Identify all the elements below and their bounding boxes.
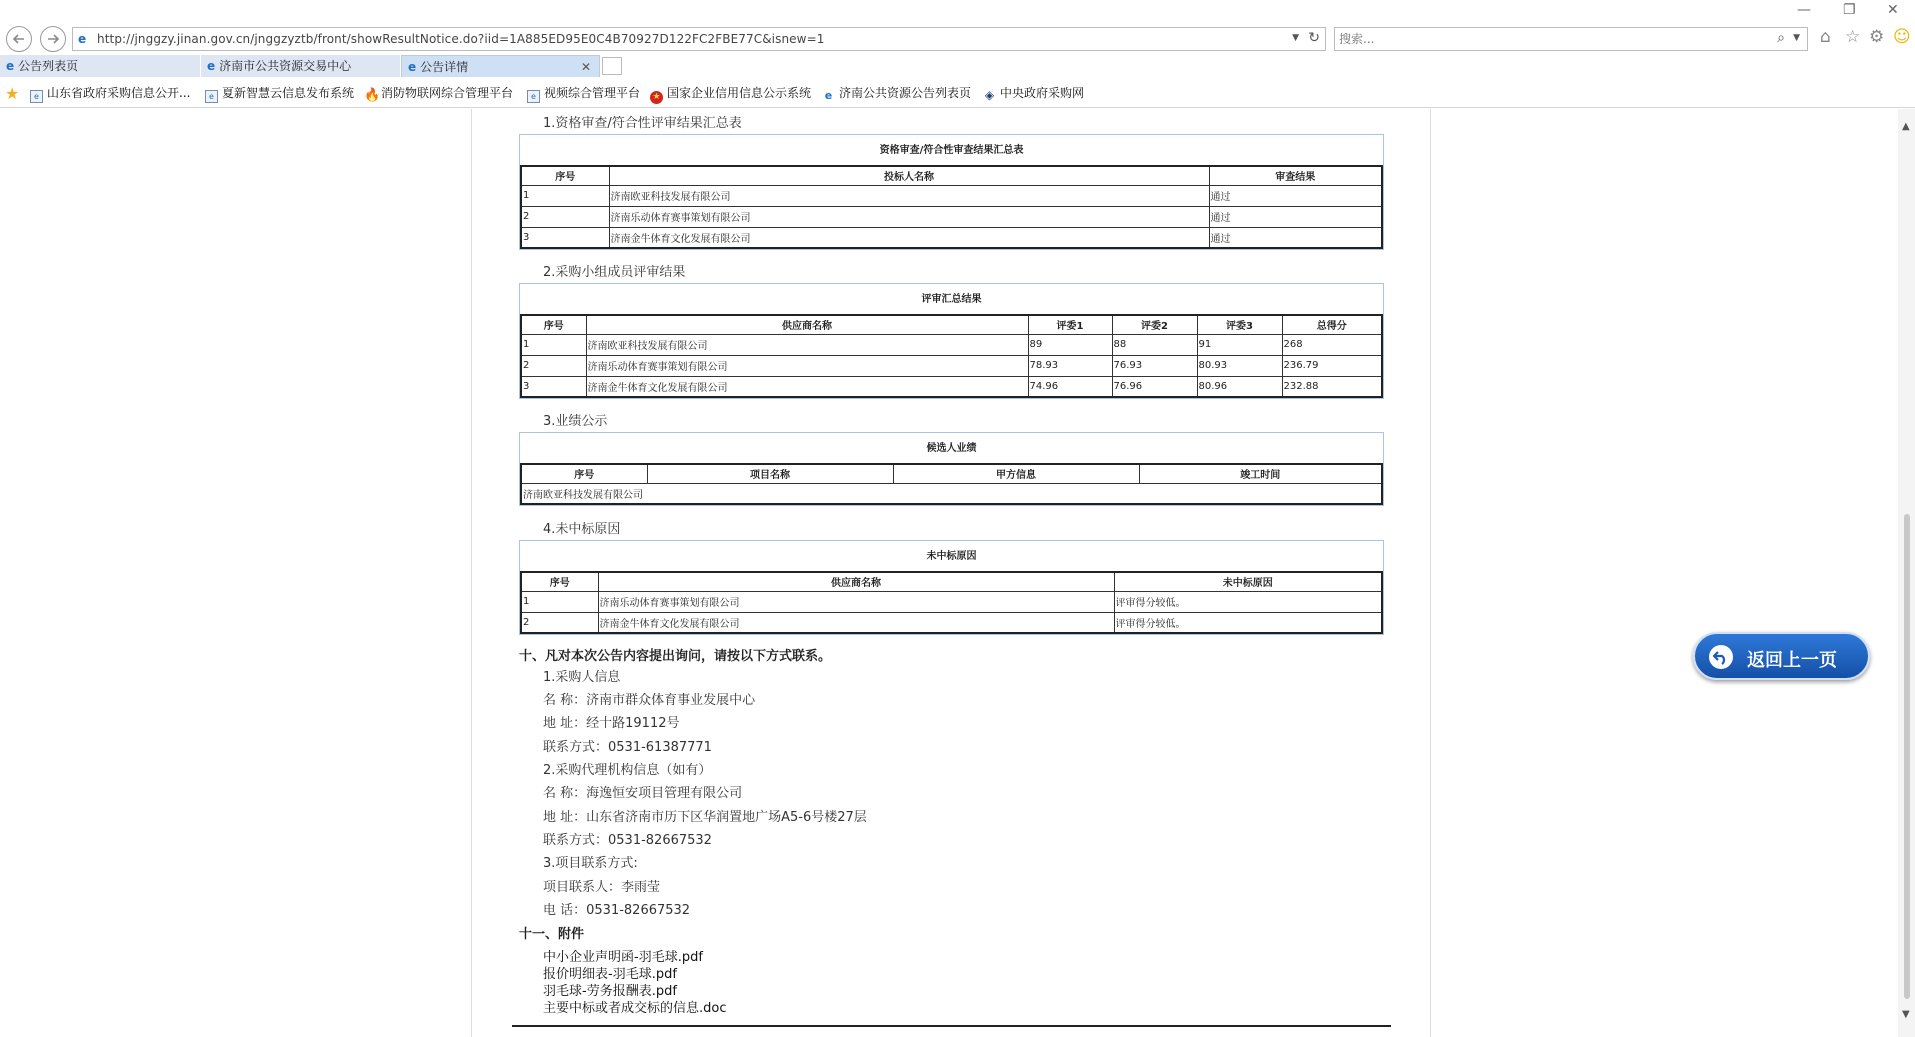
col-header: 供应商名称 (598, 572, 1114, 591)
tab-label: 济南市公共资源交易中心 (219, 59, 352, 73)
col-header: 总得分 (1282, 315, 1382, 334)
cell: 济南金牛体育文化发展有限公司 (598, 612, 1114, 633)
tab-jinan-trading-center[interactable] (201, 55, 400, 77)
ie-icon: e (824, 89, 833, 102)
undo-arrow-icon (1709, 645, 1733, 669)
cell: 232.88 (1282, 376, 1382, 397)
qualification-table (519, 134, 1384, 250)
content-border-left (471, 109, 472, 1037)
performance-table (519, 432, 1384, 506)
scroll-up-icon[interactable]: ▲ (1902, 121, 1910, 132)
col-header: 审查结果 (1209, 166, 1382, 185)
contact-line: 地 址：经十路19112号 (543, 716, 680, 731)
back-to-previous-button[interactable] (1693, 632, 1870, 680)
contact-line: 地 址：山东省济南市历下区华润置地广场A5-6号楼27层 (543, 810, 867, 825)
cell: 1 (521, 185, 609, 206)
table-row (521, 591, 1382, 612)
contact-line: 联系方式：0531-61387771 (543, 740, 712, 755)
contact-line: 名 称：海逸恒安项目管理有限公司 (543, 786, 743, 801)
col-header: 投标人名称 (609, 166, 1209, 185)
address-url[interactable]: http://jnggzy.jinan.gov.cn/jnggzyztb/front/showResultNotice.do?iid=1A885ED95E0C4B70927D122FC2FBE77C&isnew=1 (97, 32, 825, 46)
forward-nav-button[interactable] (40, 26, 66, 52)
ie-tab-icon: e (207, 59, 216, 73)
tab-label: 公告列表页 (18, 59, 79, 73)
fire-icon: 🔥 (364, 88, 381, 103)
contact-line: 1.采购人信息 (543, 670, 621, 685)
cell: 80.93 (1197, 355, 1282, 376)
back-nav-button[interactable] (6, 26, 32, 52)
contact-line: 项目联系人：李雨莹 (543, 880, 661, 895)
minimize-icon[interactable]: — (1797, 2, 1811, 18)
table-row (521, 334, 1382, 355)
table-header-row (521, 572, 1382, 591)
chevron-down-icon[interactable]: ▼ (1292, 33, 1299, 43)
fav-video-platform[interactable] (527, 82, 640, 104)
address-bar[interactable] (72, 27, 1326, 51)
table-row (521, 483, 1382, 504)
tab-notice-list[interactable] (0, 55, 200, 77)
table-row (521, 376, 1382, 397)
page-viewport (0, 109, 1898, 1037)
contact-line: 3.项目联系方式: (543, 856, 638, 871)
table-caption: 候选人业绩 (926, 443, 977, 454)
col-header: 未中标原因 (1114, 572, 1382, 591)
cell: 1 (521, 334, 586, 355)
table-row (521, 206, 1382, 227)
fav-label: 视频综合管理平台 (544, 86, 641, 100)
address-row (0, 24, 1915, 54)
cell: 通过 (1209, 227, 1382, 248)
evaluation-table (519, 283, 1384, 399)
fav-xiaxin-cloud[interactable] (205, 82, 354, 104)
attachment-link[interactable]: 中小企业声明函-羽毛球.pdf (543, 950, 703, 965)
cell: 3 (521, 376, 586, 397)
cell: 济南金牛体育文化发展有限公司 (586, 376, 1028, 397)
cell: 268 (1282, 334, 1382, 355)
cell: 济南欧亚科技发展有限公司 (609, 185, 1209, 206)
ie-page-icon: e (78, 32, 87, 46)
col-header: 评委2 (1112, 315, 1197, 334)
fav-label: 夏新智慧云信息发布系统 (222, 86, 355, 100)
vertical-scrollbar[interactable] (1898, 109, 1915, 1037)
section-11-title: 十一、附件 (519, 927, 585, 942)
qualification-grid (520, 165, 1383, 249)
contact-line: 名 称：济南市群众体育事业发展中心 (543, 693, 756, 708)
fav-fire-iot[interactable] (364, 82, 513, 104)
fav-shandong-procurement[interactable] (30, 82, 190, 104)
cell: 评审得分较低。 (1114, 591, 1382, 612)
table-row (521, 185, 1382, 206)
col-header: 评委3 (1197, 315, 1282, 334)
emblem-icon: ★ (650, 91, 663, 104)
table-caption: 资格审查/符合性审查结果汇总表 (879, 145, 1024, 156)
cell: 评审得分较低。 (1114, 612, 1382, 633)
table-header-row (521, 464, 1382, 483)
search-dropdown-icon[interactable]: ▼ (1793, 33, 1800, 43)
cell: 济南金牛体育文化发展有限公司 (609, 227, 1209, 248)
col-header: 序号 (521, 572, 598, 591)
cell: 80.96 (1197, 376, 1282, 397)
cell: 济南乐动体育赛事策划有限公司 (598, 591, 1114, 612)
section-2-title: 2.采购小组成员评审结果 (543, 265, 686, 280)
browser-chrome (0, 0, 1915, 108)
performance-grid (520, 463, 1383, 505)
close-window-icon[interactable]: ✕ (1887, 2, 1899, 18)
page-icon: e (205, 90, 218, 103)
tab-bar (0, 55, 1915, 77)
new-tab-button[interactable] (602, 57, 622, 75)
tab-label: 公告详情 (420, 60, 469, 74)
back-button-label: 返回上一页 (1747, 650, 1837, 671)
page-icon: e (527, 90, 540, 103)
cell: 2 (521, 355, 586, 376)
favorites-star-icon[interactable]: ☆ (1845, 27, 1861, 47)
table-header-row (521, 315, 1382, 334)
arrow-right-icon (46, 32, 60, 46)
col-header: 甲方信息 (893, 464, 1139, 483)
cell: 通过 (1209, 206, 1382, 227)
cell: 济南乐动体育赛事策划有限公司 (586, 355, 1028, 376)
home-icon[interactable]: ⌂ (1820, 27, 1831, 47)
col-header: 序号 (521, 315, 586, 334)
search-input[interactable] (1339, 30, 1739, 48)
cell: 济南欧亚科技发展有限公司 (586, 334, 1028, 355)
smiley-feedback-icon[interactable]: ☺ (1893, 27, 1911, 47)
unsuccessful-table (519, 540, 1384, 635)
table-caption: 评审汇总结果 (921, 294, 982, 305)
col-header: 竣工时间 (1139, 464, 1382, 483)
col-header: 评委1 (1028, 315, 1112, 334)
cell: 济南乐动体育赛事策划有限公司 (609, 206, 1209, 227)
table-header-row (521, 166, 1382, 185)
cell: 1 (521, 591, 598, 612)
content-border-right (1430, 109, 1431, 1037)
close-tab-icon[interactable]: ✕ (580, 60, 591, 74)
gear-icon[interactable]: ⚙ (1869, 27, 1885, 47)
scroll-down-icon[interactable]: ▼ (1902, 1009, 1910, 1020)
cell: 78.93 (1028, 355, 1112, 376)
col-header: 序号 (521, 464, 647, 483)
unsuccessful-grid (520, 571, 1383, 634)
attachment-link[interactable]: 报价明细表-羽毛球.pdf (543, 967, 677, 982)
fav-label: 国家企业信用信息公示系统 (667, 86, 812, 100)
cell: 236.79 (1282, 355, 1382, 376)
attachment-link[interactable]: 主要中标或者成交标的信息.doc (543, 1001, 727, 1016)
page-icon: e (30, 90, 43, 103)
cell: 通过 (1209, 185, 1382, 206)
contact-line: 联系方式：0531-82667532 (543, 833, 712, 848)
arrow-left-icon (12, 32, 26, 46)
table-row (521, 612, 1382, 633)
fav-credit-system[interactable] (650, 82, 811, 104)
cell: 89 (1028, 334, 1112, 355)
search-icon[interactable]: ⌕ (1777, 30, 1785, 46)
cell: 76.96 (1112, 376, 1197, 397)
fav-label: 消防物联网综合管理平台 (381, 86, 514, 100)
col-header: 序号 (521, 166, 609, 185)
favorites-bar (0, 82, 1915, 104)
col-header: 供应商名称 (586, 315, 1028, 334)
diamond-icon: ◈ (984, 88, 995, 102)
cell: 76.93 (1112, 355, 1197, 376)
fav-label: 山东省政府采购信息公开... (47, 86, 191, 100)
table-caption: 未中标原因 (926, 551, 977, 562)
section-1-title: 1.资格审查/符合性评审结果汇总表 (543, 116, 742, 131)
section-4-title: 4.未中标原因 (543, 522, 621, 537)
favorites-add-icon[interactable]: ★ (5, 84, 20, 103)
table-row (521, 227, 1382, 248)
fav-central-procurement[interactable] (983, 82, 1084, 104)
fav-jinan-resource-list[interactable] (822, 82, 971, 104)
scroll-thumb[interactable] (1904, 514, 1910, 999)
cell-company-span: 济南欧亚科技发展有限公司 (521, 483, 1382, 504)
cell: 74.96 (1028, 376, 1112, 397)
fav-label: 中央政府采购网 (1000, 86, 1085, 100)
section-10-title: 十、凡对本次公告内容提出询问，请按以下方式联系。 (519, 649, 832, 664)
contact-line: 电 话：0531-82667532 (543, 903, 691, 918)
ie-tab-icon: e (6, 59, 15, 73)
cell: 91 (1197, 334, 1282, 355)
section-3-title: 3.业绩公示 (543, 414, 608, 429)
contact-line: 2.采购代理机构信息（如有） (543, 763, 712, 778)
tab-notice-detail[interactable] (401, 55, 600, 77)
ie-tab-icon: e (408, 60, 417, 74)
cell: 2 (521, 206, 609, 227)
fav-label: 济南公共资源公告列表页 (839, 86, 972, 100)
col-header: 项目名称 (647, 464, 893, 483)
divider (512, 1025, 1391, 1027)
search-box[interactable] (1334, 27, 1808, 51)
evaluation-grid (520, 314, 1383, 398)
cell: 3 (521, 227, 609, 248)
cell: 88 (1112, 334, 1197, 355)
cell: 2 (521, 612, 598, 633)
attachment-link[interactable]: 羽毛球-劳务报酬表.pdf (543, 984, 677, 999)
refresh-icon[interactable]: ↻ (1308, 30, 1320, 46)
restore-icon[interactable]: ❐ (1843, 2, 1856, 18)
table-row (521, 355, 1382, 376)
